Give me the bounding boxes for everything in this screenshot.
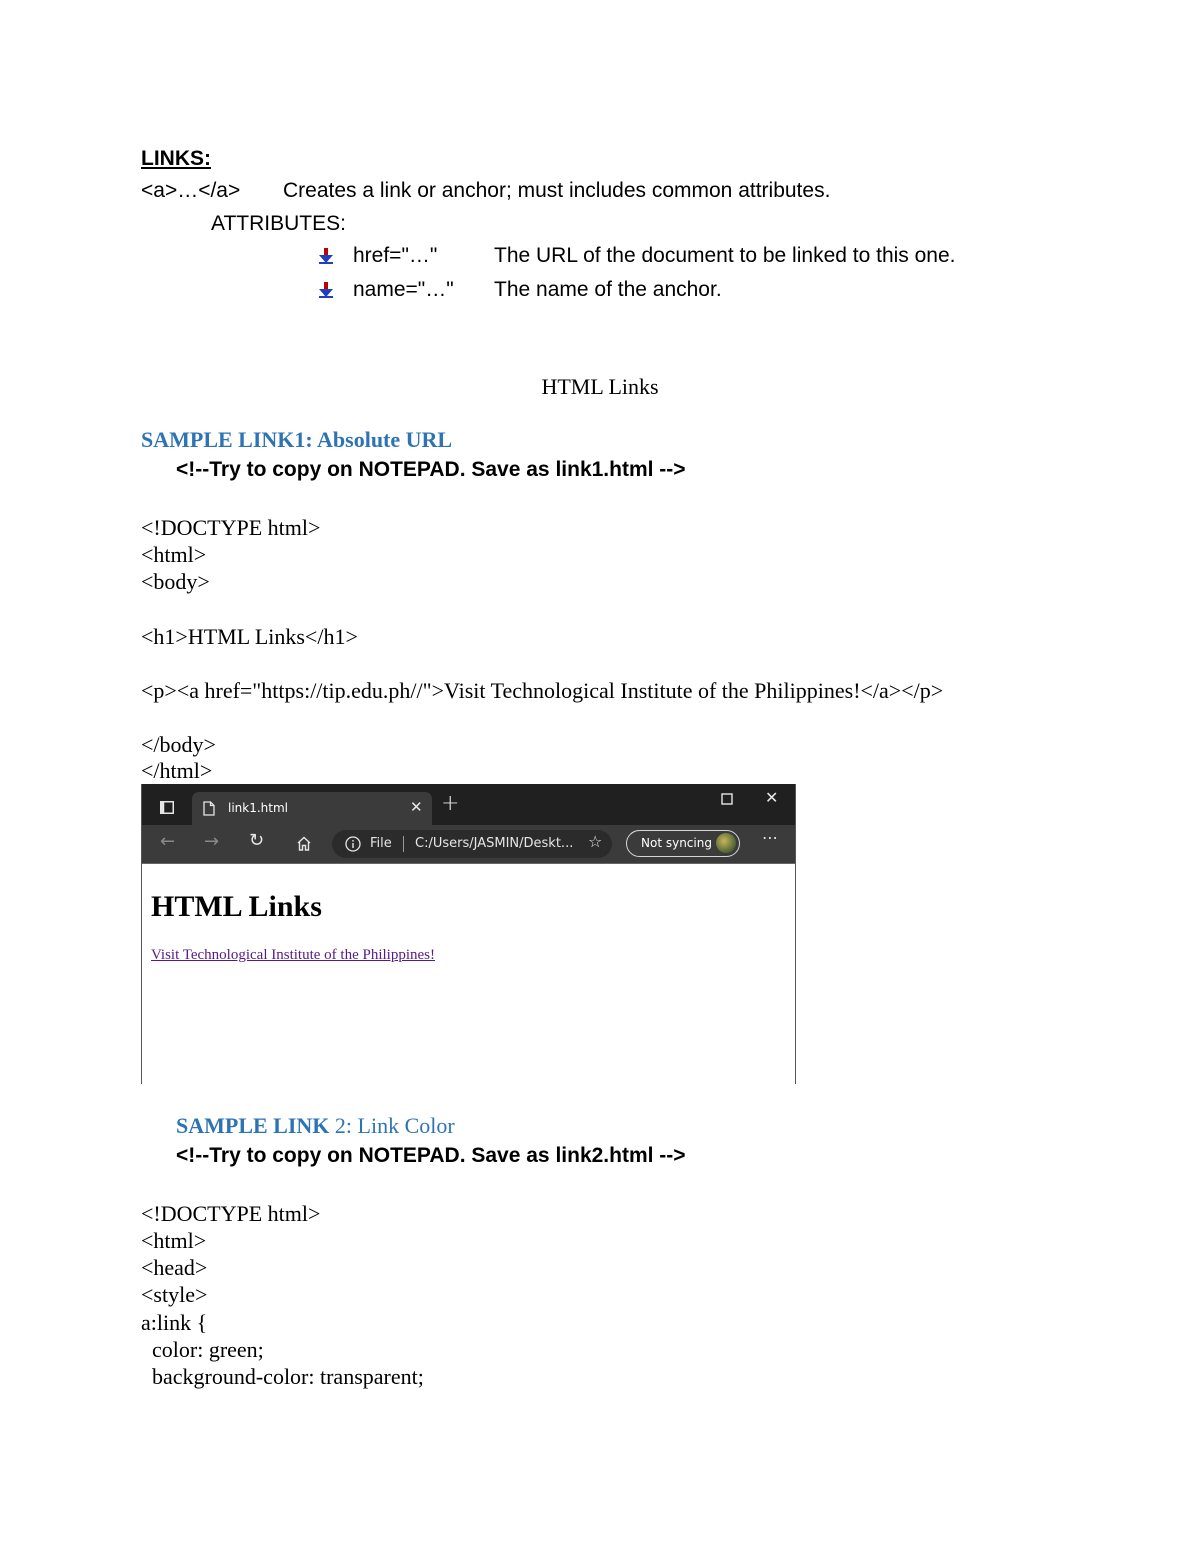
sample2-code-line: <style> (141, 1282, 208, 1307)
anchor-tag-description: Creates a link or anchor; must includes common attributes. (283, 179, 831, 202)
browser-screenshot (141, 784, 796, 1084)
more-options-icon[interactable]: ⋯ (762, 828, 778, 847)
address-path: C:/Users/JASMIN/Deskt... (415, 836, 574, 851)
attribute-name-name: name="…" (353, 278, 454, 301)
tab-title: link1.html (228, 801, 289, 815)
home-icon[interactable] (296, 836, 312, 851)
address-divider (403, 836, 404, 852)
browser-viewport (142, 864, 795, 1084)
file-icon (203, 801, 215, 816)
refresh-icon[interactable]: ↻ (249, 830, 265, 851)
attribute-description-href: The URL of the document to be linked to this one. (494, 244, 956, 267)
sample2-code-line: a:link { (141, 1310, 208, 1335)
sample1-instruction: <!--Try to copy on NOTEPAD. Save as link1.html --> (176, 458, 686, 481)
sample1-title: SAMPLE LINK1: Absolute URL (141, 427, 453, 452)
sample2-title-rest: 2: Link Color (329, 1113, 455, 1138)
sample1-code-line: </body> (141, 732, 216, 757)
sample1-code-line: <p><a href="https://tip.edu.ph//">Visit Technological Institute of the Philippines!</a></p> (141, 678, 944, 703)
sample1-code-line: <html> (141, 542, 207, 567)
sample1-code-line: <!DOCTYPE html> (141, 515, 321, 540)
sample2-title (176, 1115, 455, 1137)
rendered-link[interactable]: Visit Technological Institute of the Philippines! (151, 947, 435, 963)
sample2-code-line: <head> (141, 1255, 208, 1280)
sample2-instruction: <!--Try to copy on NOTEPAD. Save as link2.html --> (176, 1144, 686, 1167)
arrow-bullet-icon (319, 282, 333, 298)
avatar (716, 833, 736, 853)
sample1-code-line: </html> (141, 758, 213, 783)
sample1-code-line: <body> (141, 569, 210, 594)
address-bar[interactable] (332, 830, 612, 858)
browser-titlebar (142, 784, 795, 825)
forward-icon[interactable]: → (204, 831, 220, 852)
browser-tab[interactable] (192, 792, 432, 825)
back-icon[interactable]: ← (160, 831, 176, 852)
sample2-code-line: <!DOCTYPE html> (141, 1201, 321, 1226)
page-title: HTML Links (541, 374, 659, 399)
attributes-heading: ATTRIBUTES: (211, 212, 346, 235)
new-tab-icon[interactable]: + (441, 791, 460, 816)
rendered-heading: HTML Links (151, 890, 322, 923)
sync-label: Not syncing (641, 836, 712, 850)
browser-toolbar (142, 825, 795, 864)
sample2-code-line: <html> (141, 1228, 207, 1253)
maximize-icon[interactable] (721, 793, 733, 805)
sample2-code-line: color: green; (141, 1337, 264, 1362)
arrow-bullet-icon (319, 248, 333, 264)
attribute-name-href: href="…" (353, 244, 438, 267)
sample2-title-bold: SAMPLE LINK (176, 1113, 330, 1138)
links-heading: LINKS: (141, 147, 211, 170)
close-tab-icon[interactable]: ✕ (410, 798, 423, 816)
close-window-icon[interactable]: ✕ (765, 788, 779, 807)
info-icon[interactable] (345, 836, 361, 852)
tab-actions-icon[interactable] (160, 801, 174, 814)
sample1-code-line: <h1>HTML Links</h1> (141, 624, 358, 649)
favorites-icon[interactable]: ☆ (588, 832, 603, 851)
anchor-tag: <a>…</a> (141, 179, 241, 202)
attribute-description-name: The name of the anchor. (494, 278, 722, 301)
sync-status-button[interactable] (626, 830, 740, 857)
sample2-code-line: background-color: transparent; (141, 1364, 424, 1389)
address-scheme: File (370, 836, 392, 851)
